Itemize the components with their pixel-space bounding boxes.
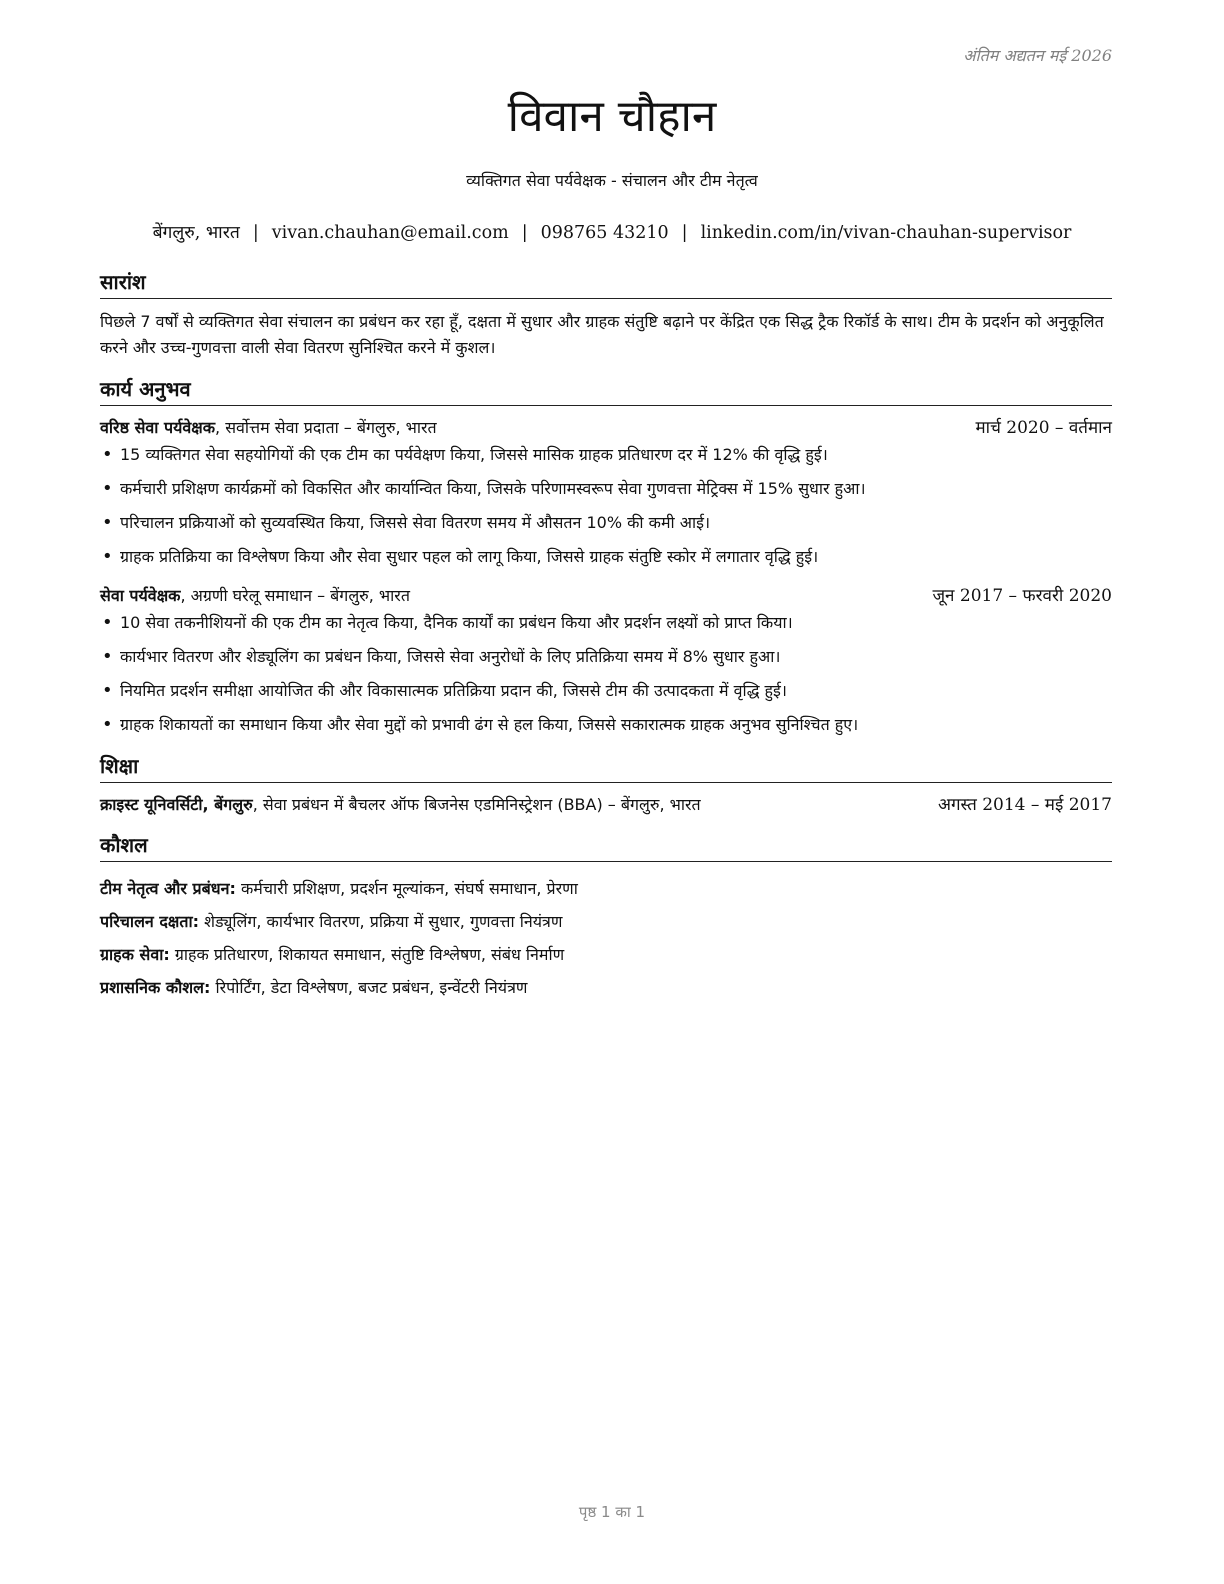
summary-text: पिछले 7 वर्षों से व्यक्तिगत सेवा संचालन का प्रबंधन कर रहा हूँ, दक्षता में सुधार और ग्राहक संतुष्टि बढ़ाने पर केंद्रित एक सिद्ध ट्रैक रिकॉर्ड के साथ। टीम के प्रदर्शन को अनुकूलित करने और उच्च-गुणवत्ता वाली सेवा वितरण सुनिश्चित करने में कुशल। bbox=[100, 312, 1104, 357]
skill-value: ग्राहक प्रतिधारण, शिकायत समाधान, संतुष्टि विश्लेषण, संबंध निर्माण bbox=[169, 945, 565, 964]
skill-value: रिपोर्टिंग, डेटा विश्लेषण, बजट प्रबंधन, इन्वेंटरी नियंत्रण bbox=[210, 978, 528, 997]
education-school: क्राइस्ट यूनिवर्सिटी, बेंगलुरु bbox=[100, 795, 253, 814]
separator: | bbox=[681, 223, 688, 243]
bullet-item: • कार्यभार वितरण और शेड्यूलिंग का प्रबंधन किया, जिससे सेवा अनुरोधों के लिए प्रतिक्रिया समय में 8% सुधार हुआ। bbox=[100, 646, 1112, 668]
education-dates: अगस्त 2014 – मई 2017 bbox=[937, 795, 1112, 815]
education-heading: शिक्षा bbox=[100, 752, 1112, 783]
bullet-item: • 10 सेवा तकनीशियनों की एक टीम का नेतृत्व किया, दैनिक कार्यों का प्रबंधन किया और प्रदर्शन लक्ष्यों को प्राप्त किया। bbox=[100, 612, 1112, 634]
contact-email[interactable]: vivan.chauhan@email.com bbox=[271, 223, 509, 243]
education-detail: , सेवा प्रबंधन में बैचलर ऑफ बिजनेस एडमिनिस्ट्रेशन (BBA) – बेंगलुरु, भारत bbox=[252, 795, 701, 814]
job-header bbox=[100, 584, 1112, 608]
bullet-item: • कर्मचारी प्रशिक्षण कार्यक्रमों को विकसित और कार्यान्वित किया, जिसके परिणामस्वरूप सेवा गुणवत्ता मेट्रिक्स में 15% सुधार हुआ। bbox=[100, 478, 1112, 500]
skill-row bbox=[100, 938, 1112, 971]
job-dates: मार्च 2020 – वर्तमान bbox=[975, 418, 1112, 438]
bullet-item: • ग्राहक शिकायतों का समाधान किया और सेवा मुद्दों को प्रभावी ढंग से हल किया, जिससे सकारात्मक ग्राहक अनुभव सुनिश्चित हुए। bbox=[100, 714, 1112, 736]
job-header bbox=[100, 416, 1112, 440]
job-role: सेवा पर्यवेक्षक bbox=[100, 586, 181, 605]
skill-value: कर्मचारी प्रशिक्षण, प्रदर्शन मूल्यांकन, संघर्ष समाधान, प्रेरणा bbox=[235, 879, 578, 898]
job-entry bbox=[100, 416, 1112, 568]
education-entry bbox=[100, 793, 1112, 817]
separator: | bbox=[521, 223, 528, 243]
skill-value: शेड्यूलिंग, कार्यभार वितरण, प्रक्रिया में सुधार, गुणवत्ता नियंत्रण bbox=[199, 912, 563, 931]
contact-location: बेंगलुरु, भारत bbox=[152, 223, 240, 243]
bullet-item: • नियमित प्रदर्शन समीक्षा आयोजित की और विकासात्मक प्रतिक्रिया प्रदान की, जिससे टीम की उत्पादकता में वृद्धि हुई। bbox=[100, 680, 1112, 702]
separator: | bbox=[252, 223, 259, 243]
page-number: पृष्ठ 1 का 1 bbox=[578, 1503, 646, 1521]
skill-row bbox=[100, 971, 1112, 1004]
summary-heading: सारांश bbox=[100, 268, 1112, 299]
job-subtitle: व्यक्तिगत सेवा पर्यवेक्षक - संचालन और टीम नेतृत्व bbox=[466, 171, 758, 190]
skill-row bbox=[100, 872, 1112, 905]
skill-key: प्रशासनिक कौशल: bbox=[100, 978, 211, 997]
job-entry bbox=[100, 584, 1112, 736]
candidate-name: विवान चौहान bbox=[507, 91, 717, 142]
job-role: वरिष्ठ सेवा पर्यवेक्षक bbox=[100, 418, 216, 437]
skill-key: ग्राहक सेवा: bbox=[100, 945, 170, 964]
job-bullets bbox=[100, 612, 1112, 736]
skill-key: टीम नेतृत्व और प्रबंधन: bbox=[100, 879, 236, 898]
bullet-item: • परिचालन प्रक्रियाओं को सुव्यवस्थित किया, जिससे सेवा वितरण समय में औसतन 10% की कमी आई। bbox=[100, 512, 1112, 534]
skill-row bbox=[100, 905, 1112, 938]
job-dates: जून 2017 – फरवरी 2020 bbox=[932, 586, 1112, 606]
job-org: , अग्रणी घरेलू समाधान – बेंगलुरु, भारत bbox=[180, 586, 410, 605]
bullet-item: • 15 व्यक्तिगत सेवा सहयोगियों की एक टीम का पर्यवेक्षण किया, जिससे मासिक ग्राहक प्रतिधारण दर में 12% की वृद्धि हुई। bbox=[100, 444, 1112, 466]
resume-body bbox=[100, 268, 1112, 1004]
experience-heading: कार्य अनुभव bbox=[100, 375, 1112, 406]
contact-phone[interactable]: 098765 43210 bbox=[540, 223, 669, 243]
skills-heading: कौशल bbox=[100, 831, 1112, 862]
bullet-item: • ग्राहक प्रतिक्रिया का विश्लेषण किया और सेवा सुधार पहल को लागू किया, जिससे ग्राहक संतुष्टि स्कोर में लगातार वृद्धि हुई। bbox=[100, 546, 1112, 568]
job-org: , सर्वोत्तम सेवा प्रदाता – बेंगलुरु, भारत bbox=[215, 418, 437, 437]
job-bullets bbox=[100, 444, 1112, 568]
last-updated: अंतिम अद्यतन मई 2026 bbox=[963, 46, 1112, 65]
skill-key: परिचालन दक्षता: bbox=[100, 912, 200, 931]
contact-line bbox=[0, 220, 1224, 244]
skills-list bbox=[100, 872, 1112, 1004]
contact-linkedin[interactable]: linkedin.com/in/vivan-chauhan-supervisor bbox=[700, 223, 1072, 243]
